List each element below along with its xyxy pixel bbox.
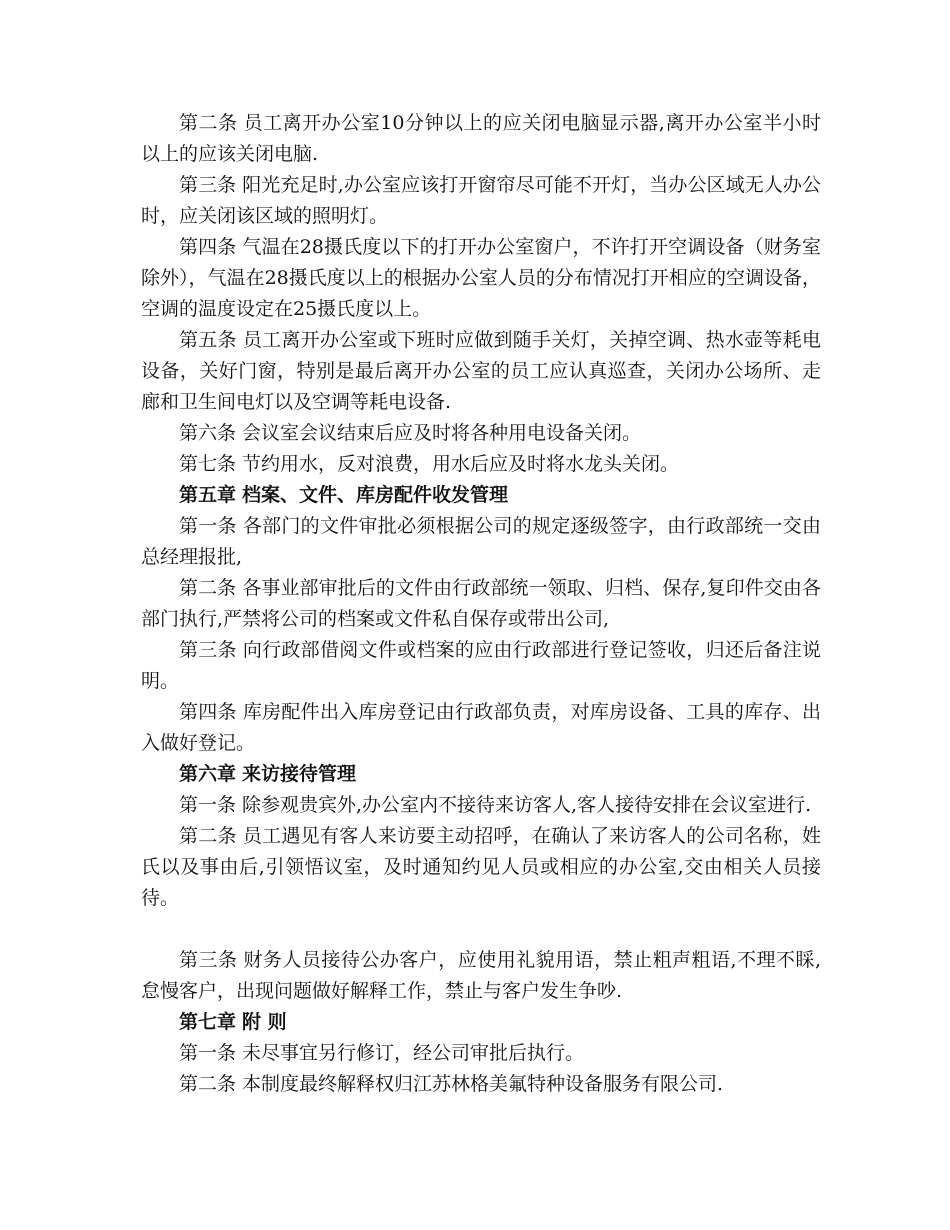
article-paragraph [141,790,821,821]
article-paragraph [141,170,821,232]
article-number: 第三条 [179,639,237,661]
article-number: 第五条 [179,329,237,351]
chapter-title: 来访接待管理 [242,763,357,785]
article-number: 第二条 [179,577,237,599]
article-text: 库房配件出入库房登记由行政部负责，对库房设备、工具的库存、出入做好登记。 [141,701,821,754]
article-paragraph [141,697,821,759]
chapter-title: 附 则 [242,1011,287,1033]
article-text: 财务人员接待公办客户，应使用礼貌用语，禁止粗声粗语,不理不睬,怠慢客户，出现问题做好解释工作，禁止与客户发生争吵. [141,949,821,1002]
article-text: 向行政部借阅文件或档案的应由行政部进行登记签收，归还后备注说明。 [141,639,821,692]
blank-line [141,914,821,945]
article-paragraph [141,1038,821,1069]
article-text: 阳光充足时,办公室应该打开窗帘尽可能不开灯，当办公区域无人办公时，应关闭该区域的照明灯。 [141,174,821,227]
article-number: 第六条 [179,422,237,444]
article-text: 本制度最终解释权归江苏林格美氟特种设备服务有限公司. [242,1073,724,1095]
article-paragraph [141,1069,821,1100]
article-number: 第七条 [179,453,237,475]
article-number: 第二条 [179,112,238,134]
article-number: 第二条 [179,825,237,847]
article-text: 气温在28摄氏度以下的打开办公室窗户，不许打开空调设备（财务室除外），气温在28摄氏度以上的根据办公室人员的分布情况打开相应的空调设备，空调的温度设定在25摄氏度以上。 [141,236,821,320]
article-paragraph [141,108,821,170]
article-number: 第一条 [179,515,237,537]
article-text: 未尽事宜另行修订，经公司审批后执行。 [242,1042,585,1064]
article-text: 各部门的文件审批必须根据公司的规定逐级签字，由行政部统一交由总经理报批, [141,515,821,568]
article-paragraph [141,573,821,635]
article-paragraph [141,821,821,914]
chapter-heading [141,1007,821,1038]
chapter-number: 第七章 [179,1011,237,1033]
article-paragraph [141,232,821,325]
article-number: 第三条 [179,949,238,971]
article-text: 各事业部审批后的文件由行政部统一领取、归档、保存,复印件交由各部门执行,严禁将公司的档案或文件私自保存或带出公司, [141,577,821,630]
article-paragraph [141,945,821,1007]
article-text: 员工离开办公室或下班时应做到随手关灯，关掉空调、热水壶等耗电设备，关好门窗，特别是最后离开办公室的员工应认真巡查，关闭办公场所、走廊和卫生间电灯以及空调等耗电设备. [141,329,821,413]
article-paragraph [141,418,821,449]
article-number: 第三条 [179,174,237,196]
article-paragraph [141,449,821,480]
article-text: 员工遇见有客人来访要主动招呼，在确认了来访客人的公司名称，姓氏以及事由后,引领悟议室，及时通知约见人员或相应的办公室,交由相关人员接待。 [141,825,821,909]
article-number: 第二条 [179,1073,237,1095]
article-text: 会议室会议结束后应及时将各种用电设备关闭。 [242,422,642,444]
chapter-heading [141,759,821,790]
article-number: 第一条 [179,794,237,816]
chapter-title: 档案、文件、库房配件收发管理 [242,484,509,506]
chapter-number: 第五章 [179,484,237,506]
chapter-heading [141,480,821,511]
article-paragraph [141,511,821,573]
article-number: 第四条 [179,701,237,723]
article-paragraph [141,635,821,697]
article-text: 除参观贵宾外,办公室内不接待来访客人,客人接待安排在会议室进行. [242,794,812,816]
document-body [141,108,821,1100]
article-number: 第四条 [179,236,237,258]
article-text: 节约用水，反对浪费，用水后应及时将水龙头关闭。 [242,453,680,475]
article-number: 第一条 [179,1042,237,1064]
chapter-number: 第六章 [179,763,237,785]
article-text: 员工离开办公室10分钟以上的应关闭电脑显示器,离开办公室半小时以上的应该关闭电脑. [141,112,821,165]
article-paragraph [141,325,821,418]
